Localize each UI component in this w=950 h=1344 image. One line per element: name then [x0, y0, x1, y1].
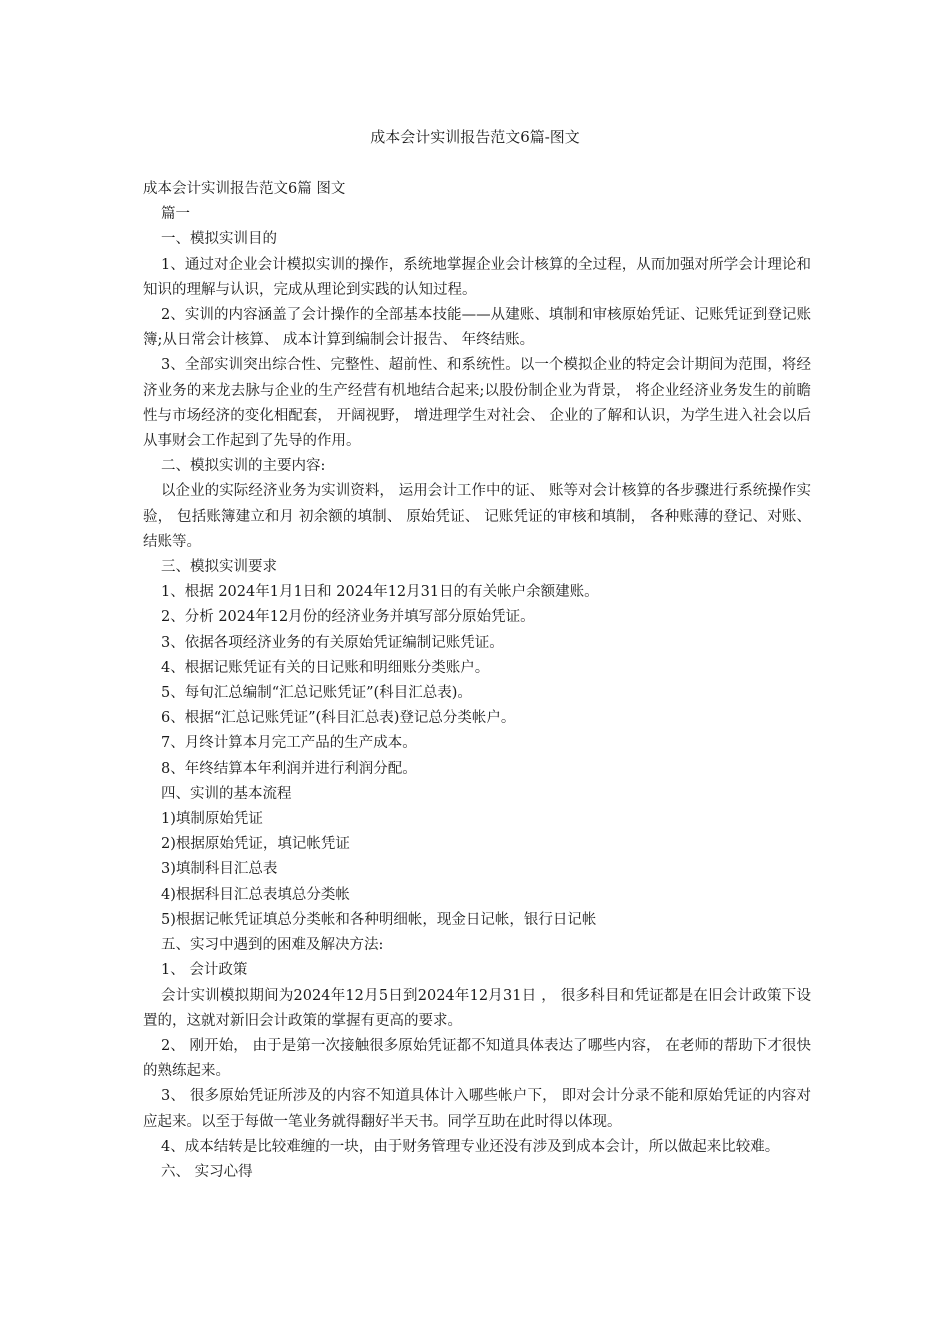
paragraph: 篇一: [161, 206, 190, 223]
paragraph: 2)根据原始凭证，填记帐凭证: [161, 836, 350, 853]
paragraph: 3)填制科目汇总表: [161, 861, 278, 878]
paragraph: 会计实训模拟期间为2024年12月5日到2024年12月31日 ， 很多科目和凭证都是在旧会计政策下设置的，这就对新旧会计政策的掌握有更高的要求。: [143, 987, 811, 1029]
document-body: [143, 177, 811, 1185]
paragraph: 二、模拟实训的主要内容:: [161, 458, 326, 475]
paragraph: 4、成本结转是比较难缠的一块，由于财务管理专业还没有涉及到成本会计，所以做起来比较难。: [161, 1138, 780, 1155]
paragraph: 4、根据记账凭证有关的日记账和明细账分类账户。: [161, 659, 490, 676]
paragraph: 6、根据“汇总记账凭证”(科目汇总表)登记总分类帐户。: [161, 710, 516, 727]
paragraph: 1、通过对企业会计模拟实训的操作，系统地掌握企业会计核算的全过程，从而加强对所学会计理论和知识的理解与认识，完成从理论到实践的认知过程。: [143, 256, 811, 298]
paragraph: 7、月终计算本月完工产品的生产成本。: [161, 735, 417, 752]
paragraph: 成本会计实训报告范文6篇 图文: [143, 181, 346, 197]
paragraph: 五、实习中遇到的困难及解决方法:: [161, 937, 384, 954]
paragraph: 4)根据科目汇总表填总分类帐: [161, 886, 350, 903]
paragraph: 一、模拟实训目的: [161, 231, 277, 248]
paragraph: 2、实训的内容涵盖了会计操作的全部基本技能——从建账、填制和审核原始凭证、记账凭证到登记账簿;从日常会计核算、 成本计算到编制会计报告、 年终结账。: [143, 307, 811, 349]
paragraph: 四、实训的基本流程: [161, 785, 292, 802]
paragraph: 1、根据 2024年1月1日和 2024年12月31日的有关帐户余额建账。: [161, 584, 599, 601]
paragraph: 5)根据记帐凭证填总分类帐和各种明细帐，现金日记帐，银行日记帐: [161, 911, 597, 928]
paragraph: 3、 很多原始凭证所涉及的内容不知道具体计入哪些帐户下， 即对会计分录不能和原始凭证的内容对应起来。以至于每做一笔业务就得翻好半天书。同学互助在此时得以体现。: [143, 1088, 811, 1130]
paragraph: 3、全部实训突出综合性、完整性、超前性、和系统性。以一个模拟企业的特定会计期间为范围，将经济业务的来龙去脉与企业的生产经营有机地结合起来;以股份制企业为背景， 将企业经济业务发生的前瞻性与市场经济的变化相配套， 开阔视野， 增进理学生对社会、 企业的了解和认识，为学生进入社会以后从事财会工作起到了先导的作用。: [143, 357, 811, 450]
paragraph: 2、分析 2024年12月份的经济业务并填写部分原始凭证。: [161, 609, 535, 626]
paragraph: 1)填制原始凭证: [161, 811, 263, 828]
paragraph: 三、模拟实训要求: [161, 559, 277, 576]
paragraph: 3、依据各项经济业务的有关原始凭证编制记账凭证。: [161, 634, 504, 651]
paragraph: 5、每旬汇总编制“汇总记账凭证”(科目汇总表)。: [161, 685, 472, 702]
paragraph: 1、 会计政策: [161, 962, 248, 979]
document-title: 成本会计实训报告范文6篇-图文: [370, 128, 580, 146]
paragraph: 以企业的实际经济业务为实训资料， 运用会计工作中的证、 账等对会计核算的各步骤进行系统操作实验， 包括账簿建立和月 初余额的填制、 原始凭证、 记账凭证的审核和填制， 各种账薄的登记、对账、结账等。: [143, 483, 811, 550]
paragraph: 8、年终结算本年利润并进行利润分配。: [161, 760, 417, 777]
paragraph: 六、 实习心得: [161, 1163, 253, 1180]
paragraph: 2、 刚开始， 由于是第一次接触很多原始凭证都不知道具体表达了哪些内容， 在老师的帮助下才很快的熟练起来。: [143, 1037, 811, 1080]
